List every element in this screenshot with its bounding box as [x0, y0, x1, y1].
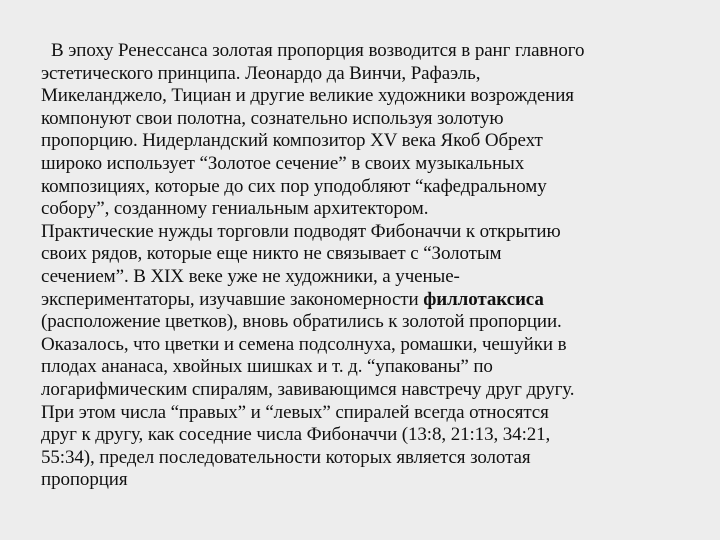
text-line: Оказалось, что цветки и семена подсолнуха, ромашки, чешуйки в: [41, 333, 567, 355]
text-line: компонуют свои полотна, сознательно используя золотую: [41, 107, 504, 129]
text-line: композициях, которые до сих пор уподобляют “кафедральному: [41, 175, 547, 197]
text-line: [41, 289, 681, 312]
text-line: широко использует “Золотое сечение” в своих музыкальных: [41, 152, 525, 174]
text-line: При этом числа “правых” и “левых” спиралей всегда относятся: [41, 401, 549, 423]
text-line: логарифмическим спиралям, завивающимся навстречу друг другу.: [41, 378, 575, 400]
text-line: (расположение цветков), вновь обратились к золотой пропорции.: [41, 311, 562, 333]
text-line: своих рядов, которые еще никто не связывает с “Золотым: [41, 243, 502, 265]
text-line: 55:34), предел последовательности которых является золотая: [41, 446, 531, 468]
bold-term-phyllotaxis: филлотаксиса: [423, 288, 544, 310]
text-fragment: экспериментаторы, изучавшие закономерности: [41, 288, 424, 310]
text-line: сечением”. В XIX веке уже не художники, а ученые-: [41, 265, 460, 287]
text-line: собору”, созданному гениальным архитектором.: [41, 198, 429, 220]
text-line: пропорция: [41, 469, 128, 491]
text-line: пропорцию. Нидерландский композитор XV века Якоб Обрехт: [41, 130, 543, 152]
text-line: Практические нужды торговли подводят Фибоначчи к открытию: [41, 220, 561, 242]
text-line: Микеланджело, Тициан и другие великие художники возрождения: [41, 85, 574, 107]
text-line: эстетического принципа. Леонардо да Винчи, Рафаэль,: [41, 62, 481, 84]
paragraph-fibonacci: [41, 221, 681, 492]
paragraph-renaissance: [41, 40, 681, 221]
text-line: друг к другу, как соседние числа Фибоначчи (13:8, 21:13, 34:21,: [41, 424, 551, 446]
body-text: [41, 40, 681, 492]
text-line: В эпоху Ренессанса золотая пропорция возводится в ранг главного: [51, 40, 585, 61]
text-line: плодах ананаса, хвойных шишках и т. д. “упакованы” по: [41, 356, 493, 378]
